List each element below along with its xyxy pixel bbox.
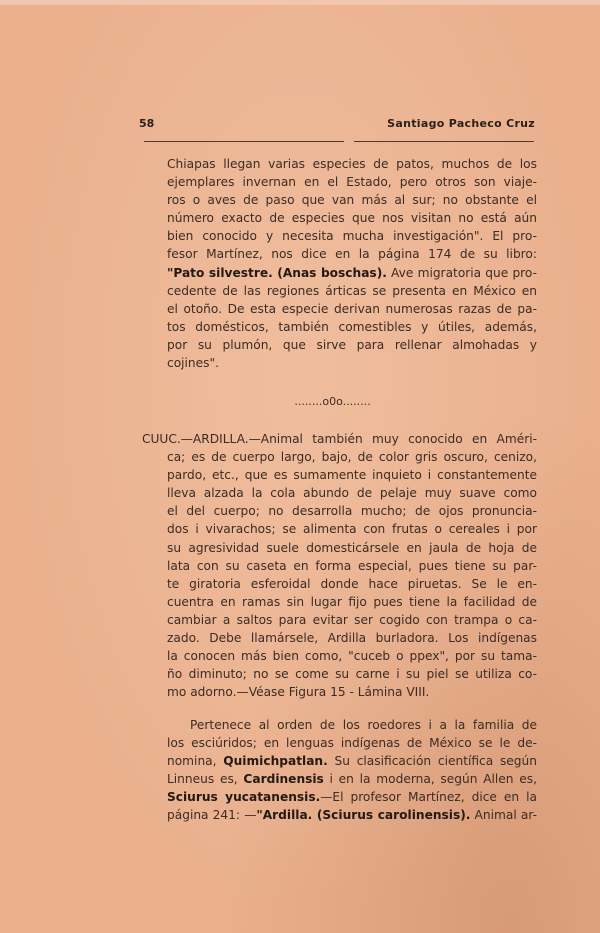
text-line: Pertenece al orden de los roedores i a la familia de <box>190 718 537 732</box>
text-run: página 241: — <box>167 808 257 823</box>
text-line: Chiapas llegan varias especies de patos, muchos de los <box>167 157 537 171</box>
text-line: pardo, etc., que es sumamente inquieto i constantemente <box>167 468 537 483</box>
page-number: 58 <box>139 117 155 130</box>
text-line <box>142 788 537 806</box>
text-run: i en la moderna, según Allen es, <box>323 772 537 787</box>
text-line <box>142 806 537 824</box>
text-line: por su plumón, que sirve para rellenar almohadas y <box>167 337 537 352</box>
text-line <box>142 264 537 282</box>
header-rule-right <box>354 141 534 142</box>
text-line: cojines". <box>167 356 219 371</box>
text-line: tos domésticos, también comestibles y útiles, además, <box>167 319 537 334</box>
indigenous-name-bold: Quimichpatlan. <box>223 754 328 769</box>
text-run: nomina, <box>167 754 224 769</box>
paragraph-classification <box>142 716 537 825</box>
text-run: Animal ar- <box>470 808 537 823</box>
text-run: Ave migratoria que pro- <box>386 265 537 280</box>
paragraph-ardilla <box>142 430 537 701</box>
species-name-bold: Cardinensis <box>243 772 324 787</box>
text-line: dos i vivarachos; se alimenta con frutas o cereales i por <box>167 522 537 537</box>
text-line: su agresividad suele domesticársele en jaula de hoja de <box>167 540 537 555</box>
text-run: —El profesor Martínez, dice en la <box>320 790 537 805</box>
text-line: cedente de las regiones árticas se presenta en México en <box>167 283 537 298</box>
text-line: número exacto de especies que nos visitan no está aún <box>167 211 537 226</box>
text-line: la conocen más bien como, "cuceb o ppex", por su tama- <box>167 649 537 664</box>
running-head-author: Santiago Pacheco Cruz <box>387 117 535 130</box>
entry-heading-line: CUUC.—ARDILLA.—Animal también muy conocido en Améri- <box>142 432 537 446</box>
paragraph-ducks <box>142 155 537 372</box>
header-rule-left <box>144 141 344 142</box>
species-name-bold: "Pato silvestre. (Anas boschas). <box>167 265 387 280</box>
text-line: lleva alzada la cola abundo de pelaje muy suave como <box>167 486 537 501</box>
page-header <box>137 117 535 137</box>
text-line: los esciúridos; en lenguas indígenas de México se le de- <box>167 736 537 751</box>
text-line: lata con su caseta en forma especial, pues tiene su par- <box>167 558 537 573</box>
text-line: fesor Martínez, nos dice en la página 174 de su libro: <box>167 247 537 262</box>
text-line: ejemplares invernan en el Estado, pero otros son viaje- <box>167 175 537 190</box>
text-line: mo adorno.—Véase Figura 15 - Lámina VIII. <box>167 685 430 700</box>
section-separator: ........o0o........ <box>294 395 371 408</box>
text-line: ros o aves de paso que van más al sur; no obstante el <box>167 193 537 208</box>
text-line <box>142 752 537 770</box>
text-line: cambiar a saltos para evitar ser cogido con trampa o ca- <box>167 612 537 627</box>
species-name-bold: "Ardilla. (Sciurus carolinensis). <box>256 808 471 823</box>
text-line: cuentra en ramas sin lugar fijo pues tiene la facilidad de <box>167 594 537 609</box>
page-top-edge <box>0 0 600 5</box>
text-line: ño diminuto; no se come su carne i su piel se utiliza co- <box>167 667 537 682</box>
text-run: Linneus es, <box>167 772 244 787</box>
species-name-bold: Sciurus yucatanensis. <box>167 790 321 805</box>
text-run: Su clasificación científica según <box>327 754 537 769</box>
text-line: zado. Debe llamársele, Ardilla burladora. Los indígenas <box>167 631 537 646</box>
text-line: el del cuerpo; no desarrolla mucho; de ojos pronuncia- <box>167 504 537 519</box>
text-line <box>142 770 537 788</box>
text-line: bien conocido y necesita mucha investigación". El pro- <box>167 229 537 244</box>
text-line: te giratoria esferoidal donde hace piruetas. Se le en- <box>167 576 537 591</box>
text-line: ca; es de cuerpo largo, bajo, de color gris oscuro, cenizo, <box>167 450 537 465</box>
text-line: el otoño. De esta especie derivan numerosas razas de pa- <box>167 301 537 316</box>
